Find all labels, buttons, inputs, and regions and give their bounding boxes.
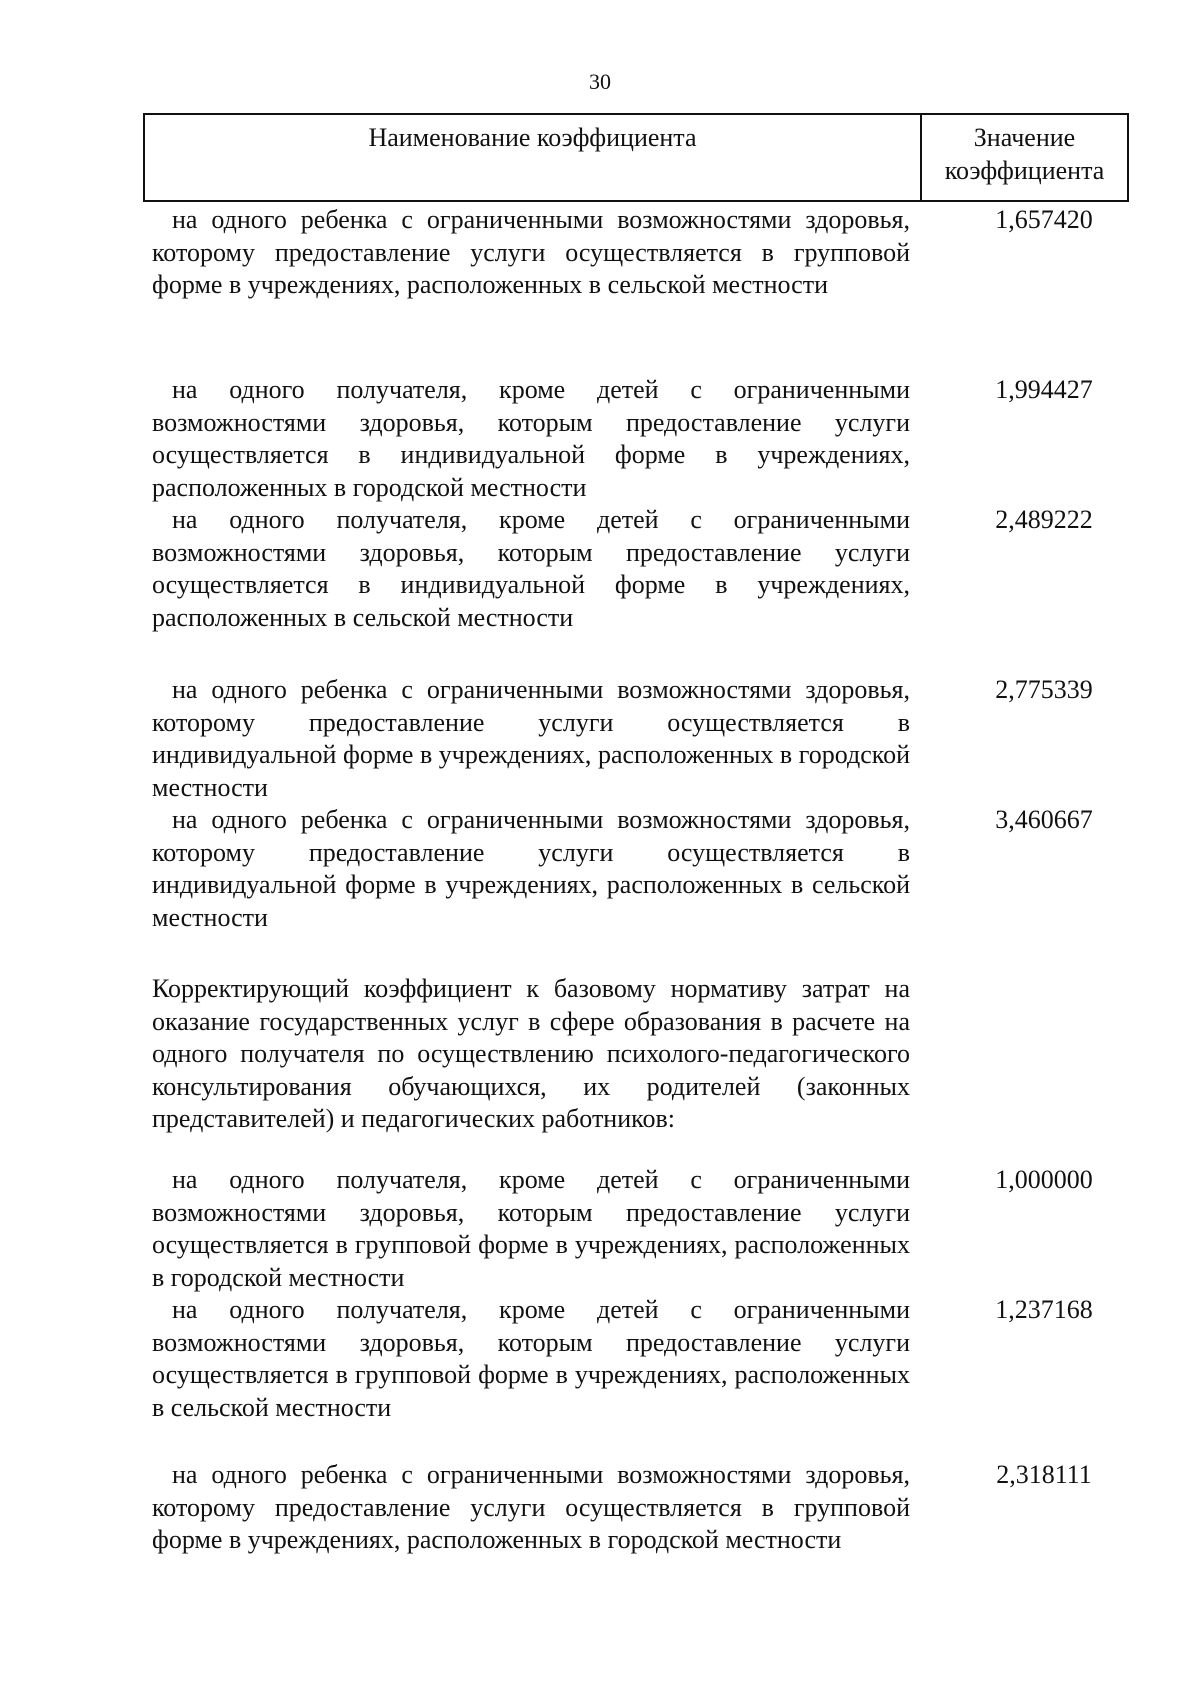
- coefficient-row: [152, 504, 1152, 634]
- coefficient-description: на одного получателя, кроме детей с ограниченными возможностями здоровья, которым предоставление услуги осуществляется в групповой форме в учреждениях, расположенных в сельской местности: [152, 1295, 910, 1422]
- coefficient-row: [152, 1294, 1152, 1424]
- page-number: 30: [589, 69, 611, 94]
- coefficient-value: 2,318111: [996, 1460, 1092, 1489]
- coefficient-value: 1,000000: [995, 1165, 1093, 1194]
- header-coefficient-value: Значение коэффициента: [944, 123, 1105, 185]
- coefficient-row: [152, 1459, 1152, 1557]
- section-heading: Корректирующий коэффициент к базовому нормативу затрат на оказание государственных услуг в сфере образования в расчете на одного получателя по осуществлению психолого-педагогического консультирования обучающихся, их родителей (законных представителей) и педагогических работников:: [152, 974, 910, 1133]
- coefficient-description: на одного ребенка с ограниченными возможностями здоровья, которому предоставление услуги осуществляется в индивидуальной форме в учреждениях, расположенных в городской местности: [152, 675, 910, 802]
- coefficient-description: на одного получателя, кроме детей с ограниченными возможностями здоровья, которым предоставление услуги осуществляется в индивидуальной форме в учреждениях, расположенных в сельской местности: [152, 505, 910, 632]
- coefficient-description: на одного ребенка с ограниченными возможностями здоровья, которому предоставление услуги осуществляется в индивидуальной форме в учреждениях, расположенных в сельской местности: [152, 805, 910, 932]
- coefficient-row: [152, 204, 1152, 302]
- header-coefficient-name: Наименование коэффициента: [145, 115, 922, 200]
- coefficient-description: на одного получателя, кроме детей с ограниченными возможностями здоровья, которым предоставление услуги осуществляется в групповой форме в учреждениях, расположенных в городской местности: [152, 1165, 910, 1292]
- coefficient-description: на одного ребенка с ограниченными возможностями здоровья, которому предоставление услуги осуществляется в групповой форме в учреждениях, расположенных в сельской местности: [152, 205, 910, 299]
- coefficient-value: 1,237168: [995, 1295, 1093, 1324]
- coefficient-row: [152, 374, 1152, 504]
- coefficient-description: на одного ребенка с ограниченными возможностями здоровья, которому предоставление услуги осуществляется в групповой форме в учреждениях, расположенных в городской местности: [152, 1460, 910, 1554]
- coefficient-row: [152, 804, 1152, 934]
- coefficient-value: 3,460667: [995, 805, 1093, 834]
- coefficient-row: [152, 674, 1152, 804]
- section-heading-row: [152, 973, 1152, 1136]
- table-header: [143, 113, 1129, 202]
- coefficient-value: [910, 973, 1152, 1136]
- coefficient-value: 2,489222: [995, 505, 1093, 534]
- coefficient-value: 1,994427: [995, 375, 1093, 404]
- coefficient-value: 2,775339: [995, 675, 1093, 704]
- coefficient-value: 1,657420: [995, 205, 1093, 234]
- coefficient-description: на одного получателя, кроме детей с ограниченными возможностями здоровья, которым предоставление услуги осуществляется в индивидуальной форме в учреждениях, расположенных в городской местности: [152, 375, 910, 502]
- coefficient-row: [152, 1164, 1152, 1294]
